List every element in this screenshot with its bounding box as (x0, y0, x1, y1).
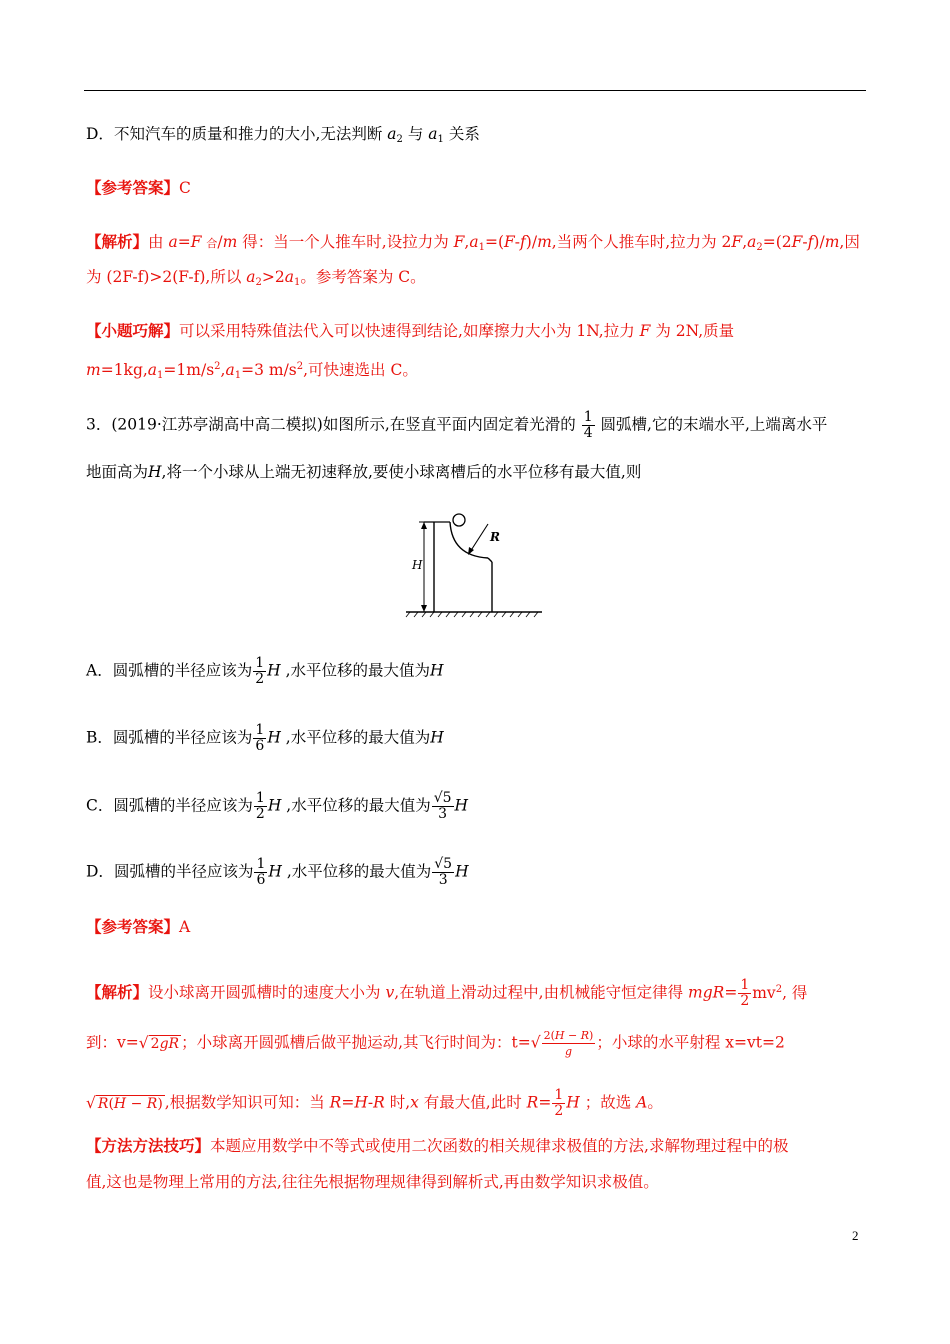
option-c: C．圆弧槽的半径应该为 $\frac{1}{2}$ H ,水平位移的最大值为 $\frac{√5}{3}$ H (86, 790, 469, 822)
question-3-line-1: 3．(2019·江苏亭湖高中高二模拟)如图所示,在竖直平面内固定着光滑的 $\frac{1}{4}$ 圆弧槽,它的末端水平,上端离水平 (86, 409, 828, 441)
analysis-2-line-3: √ R(H − R) ,根据数学知识可知：当 R=H-R 时,x 有最大值,此时 R= $\frac{1}{2}$ H ；故选 A。 (86, 1087, 663, 1119)
analysis-2-line-2: 到：v=√ 2gR ；小球离开圆弧槽后做平抛运动,其飞行时间为：t=√ $\frac{2(H - R)}{g}$ ；小球的水平射程 x=vt=2 (86, 1029, 785, 1058)
answer-2: 【参考答案】A (86, 917, 191, 936)
option-d: D．圆弧槽的半径应该为 $\frac{1}{6}$ H ,水平位移的最大值为 $\frac{√5}{3}$ H (86, 856, 469, 888)
analysis-2-line-1: 【解析】设小球离开圆弧槽时的速度大小为 v,在轨道上滑动过程中,由机械能守恒定律得 mgR= $\frac{1}{2}$ $mv^2$, 得 (86, 977, 808, 1009)
page-number: 2 (852, 1228, 859, 1243)
answer-1: 【参考答案】C (86, 178, 191, 197)
analysis-1-line-2: 为 (2F-f)>2(F-f),所以 $a_2>2a_1$。参考答案为 C。 (86, 268, 426, 288)
height-label: H (412, 558, 423, 572)
arc-groove-diagram (404, 510, 544, 618)
question-3-line-2: 地面高为H,将一个小球从上端无初速释放,要使小球离槽后的水平位移有最大值,则 (86, 463, 642, 481)
option-b: B．圆弧槽的半径应该为 $\frac{1}{6}$ H ,水平位移的最大值为H (86, 722, 444, 754)
option-a: A．圆弧槽的半径应该为 $\frac{1}{2}$ H ,水平位移的最大值为H (86, 655, 444, 687)
prev-option-d: D．不知汽车的质量和推力的大小,无法判断 $a_2$ 与 $a_1$ 关系 (86, 125, 480, 145)
analysis-1-line-1: 【解析】由 a=F 合/m 得：当一个人推车时,设拉力为 $F,a_1=(F-f)/m$,当两个人推车时,拉力为 $2F,a_2=(2F-f)/m$,因 (86, 232, 860, 253)
tip-1-line-2: $m=1kg,a_1=1m/s^2,a_1=3$ $m/s^2$,可快速选出 C。 (86, 361, 418, 381)
tip-1-line-1: 【小题巧解】可以采用特殊值法代入可以快速得到结论,如摩擦力大小为 1N,拉力 F 为 2N,质量 (86, 321, 735, 340)
method-line-1: 【方法方法技巧】本题应用数学中不等式或使用二次函数的相关规律求极值的方法,求解物理过程中的极 (86, 1136, 789, 1155)
header-rule (84, 90, 866, 91)
arc-groove-figure (404, 510, 544, 622)
method-line-2: 值,这也是物理上常用的方法,往往先根据物理规律得到解析式,再由数学知识求极值。 (86, 1173, 659, 1191)
radius-label: R (490, 530, 500, 544)
